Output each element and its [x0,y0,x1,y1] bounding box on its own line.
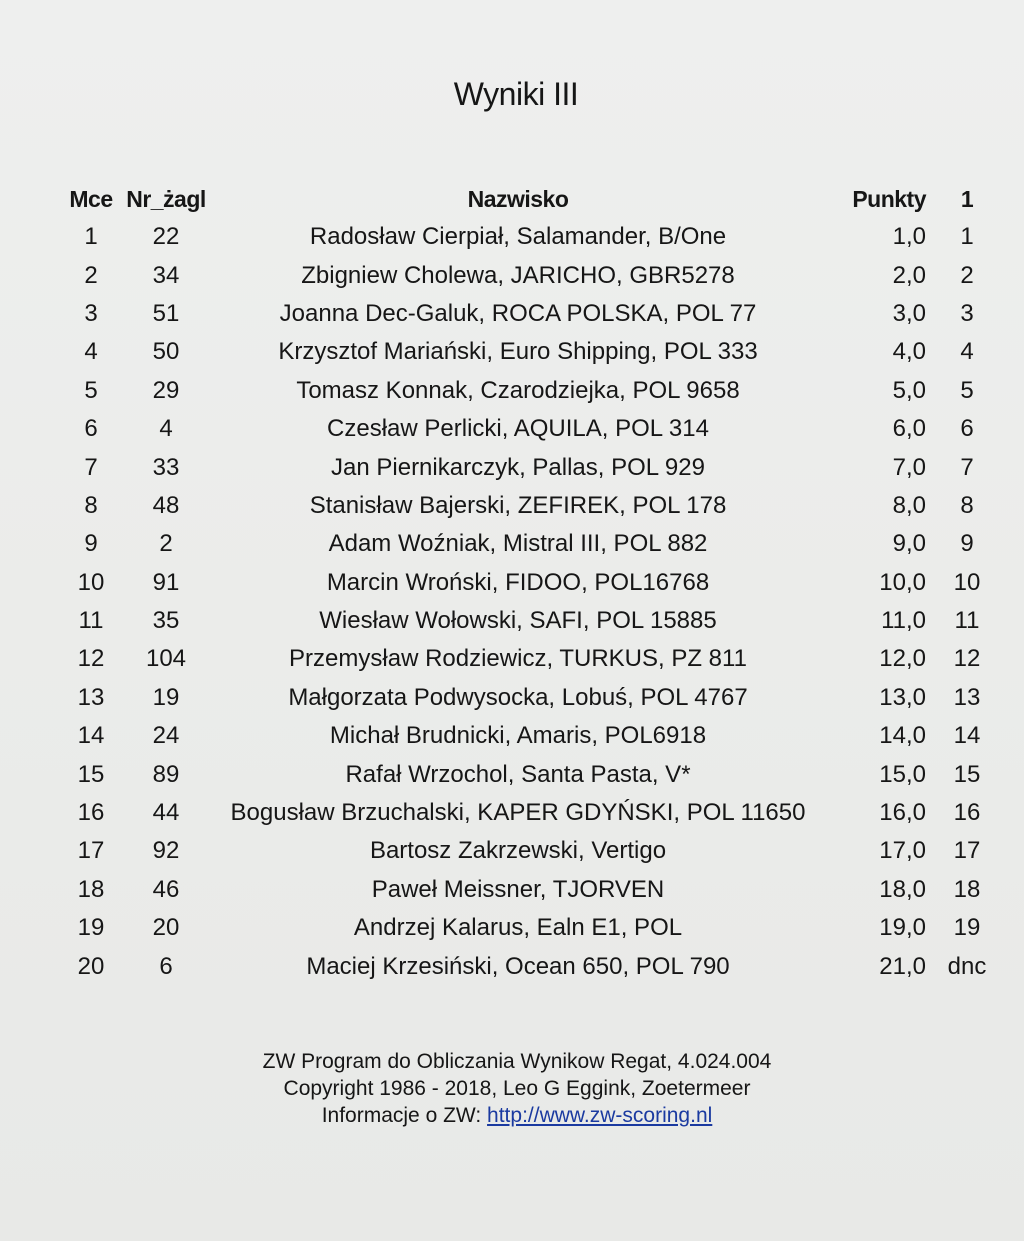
cell-points: 10,0 [879,568,926,596]
cell-place: 8 [84,491,98,519]
cell-name: Wiesław Wołowski, SAFI, POL 15885 [319,607,717,635]
footer [0,1048,1024,1129]
table-row [60,602,1002,640]
table-row [60,679,1002,717]
table-row [60,909,1002,947]
cell-points: 8,0 [892,491,926,519]
cell-points: 19,0 [879,914,926,942]
table-row [60,448,1002,486]
table-row [60,755,1002,793]
cell-points: 3,0 [892,299,926,327]
cell-name: Krzysztof Mariański, Euro Shipping, POL 333 [278,338,758,366]
cell-place: 20 [77,952,105,980]
cell-race-1: 18 [953,875,981,903]
cell-name: Michał Brudnicki, Amaris, POL6918 [329,722,707,750]
cell-race-1: 9 [960,530,974,558]
cell-place: 12 [77,645,105,673]
cell-race-1: 17 [953,837,981,865]
cell-sail-number: 2 [159,530,173,558]
cell-race-1: dnc [947,952,987,980]
footer-info-line [0,1102,1024,1129]
table-row [60,487,1002,525]
footer-info-label: Informacje o ZW: [321,1104,482,1127]
cell-race-1: 2 [960,261,974,289]
results-table [60,181,1002,986]
cell-race-1: 8 [960,491,974,519]
cell-sail-number: 4 [159,415,173,443]
table-row [60,525,1002,563]
cell-name: Tomasz Konnak, Czarodziejka, POL 9658 [296,376,740,404]
cell-place: 10 [77,568,105,596]
cell-sail-number: 20 [152,914,180,942]
cell-points: 14,0 [879,722,926,750]
footer-program-line: ZW Program do Obliczania Wynikow Regat, 4.024.004 [262,1050,772,1073]
cell-race-1: 16 [953,799,981,827]
cell-name: Zbigniew Cholewa, JARICHO, GBR5278 [301,261,735,289]
cell-sail-number: 91 [152,568,180,596]
cell-place: 11 [78,607,104,635]
cell-sail-number: 104 [145,645,187,673]
table-row [60,947,1002,985]
cell-sail-number: 22 [152,223,180,251]
cell-race-1: 15 [953,760,981,788]
cell-race-1: 3 [960,299,974,327]
cell-points: 13,0 [879,683,926,711]
table-row [60,871,1002,909]
cell-name: Marcin Wroński, FIDOO, POL16768 [326,568,710,596]
table-row [60,410,1002,448]
cell-place: 2 [84,261,98,289]
cell-race-1: 7 [960,453,974,481]
cell-points: 21,0 [879,952,926,980]
cell-points: 4,0 [892,338,926,366]
cell-place: 3 [84,299,98,327]
cell-name: Adam Woźniak, Mistral III, POL 882 [328,530,708,558]
cell-sail-number: 19 [152,683,180,711]
table-row [60,218,1002,256]
cell-place: 7 [84,453,98,481]
cell-points: 5,0 [892,376,926,404]
cell-place: 18 [77,875,105,903]
cell-name: Bogusław Brzuchalski, KAPER GDYŃSKI, POL 11650 [230,799,806,827]
cell-name: Joanna Dec-Galuk, ROCA POLSKA, POL 77 [279,299,757,327]
cell-points: 9,0 [892,530,926,558]
table-row [60,794,1002,832]
cell-sail-number: 35 [152,607,180,635]
cell-race-1: 11 [954,607,980,635]
cell-place: 15 [77,760,105,788]
cell-sail-number: 46 [152,875,180,903]
cell-points: 12,0 [879,645,926,673]
cell-place: 19 [77,914,105,942]
cell-name: Małgorzata Podwysocka, Lobuś, POL 4767 [288,683,748,711]
cell-place: 17 [77,837,105,865]
cell-race-1: 13 [953,683,981,711]
cell-sail-number: 33 [152,453,180,481]
cell-sail-number: 6 [159,952,173,980]
zw-scoring-link[interactable]: http://www.zw-scoring.nl [487,1104,713,1127]
header-sail-number: Nr_żagl [126,186,206,212]
cell-sail-number: 50 [152,338,180,366]
cell-place: 9 [84,530,98,558]
table-row [60,832,1002,870]
cell-race-1: 4 [960,338,974,366]
table-row [60,372,1002,410]
cell-sail-number: 44 [152,799,180,827]
table-row [60,564,1002,602]
cell-place: 4 [84,338,98,366]
cell-name: Bartosz Zakrzewski, Vertigo [369,837,667,865]
cell-sail-number: 29 [152,376,180,404]
cell-name: Jan Piernikarczyk, Pallas, POL 929 [331,453,705,481]
header-points: Punkty [852,186,926,212]
cell-name: Radosław Cierpiał, Salamander, B/One [309,223,727,251]
cell-name: Stanisław Bajerski, ZEFIREK, POL 178 [309,491,727,519]
cell-sail-number: 92 [152,837,180,865]
cell-place: 1 [84,223,98,251]
cell-race-1: 1 [960,223,974,251]
table-row [60,717,1002,755]
table-row [60,640,1002,678]
footer-copyright-line: Copyright 1986 - 2018, Leo G Eggink, Zoetermeer [283,1077,751,1100]
cell-name: Maciej Krzesiński, Ocean 650, POL 790 [306,952,730,980]
header-name: Nazwisko [467,186,569,212]
header-place: Mce [69,186,113,212]
cell-name: Czesław Perlicki, AQUILA, POL 314 [327,415,709,443]
table-row [60,295,1002,333]
cell-sail-number: 24 [152,722,180,750]
cell-points: 7,0 [892,453,926,481]
cell-place: 6 [84,415,98,443]
cell-race-1: 5 [960,376,974,404]
cell-race-1: 14 [953,722,981,750]
cell-sail-number: 48 [152,491,180,519]
cell-sail-number: 34 [152,261,180,289]
cell-place: 16 [77,799,105,827]
table-header-row [60,181,1002,218]
header-race-1: 1 [960,186,974,212]
cell-sail-number: 89 [152,760,180,788]
cell-sail-number: 51 [152,299,180,327]
cell-race-1: 6 [960,415,974,443]
cell-points: 16,0 [879,799,926,827]
cell-points: 1,0 [892,223,926,251]
cell-race-1: 12 [953,645,981,673]
cell-points: 18,0 [879,875,926,903]
cell-points: 2,0 [892,261,926,289]
cell-points: 11,0 [881,607,926,635]
cell-race-1: 19 [953,914,981,942]
cell-place: 13 [77,683,105,711]
page-title: Wyniki III [453,76,579,112]
results-body [60,218,1002,986]
cell-name: Rafał Wrzochol, Santa Pasta, V* [345,760,691,788]
cell-points: 17,0 [879,837,926,865]
cell-name: Andrzej Kalarus, Ealn E1, POL [353,914,683,942]
cell-points: 15,0 [879,760,926,788]
cell-points: 6,0 [892,415,926,443]
cell-place: 5 [84,376,98,404]
cell-place: 14 [77,722,105,750]
cell-name: Paweł Meissner, TJORVEN [371,875,665,903]
cell-name: Przemysław Rodziewicz, TURKUS, PZ 811 [289,645,747,673]
table-row [60,333,1002,371]
cell-race-1: 10 [953,568,981,596]
table-row [60,256,1002,294]
